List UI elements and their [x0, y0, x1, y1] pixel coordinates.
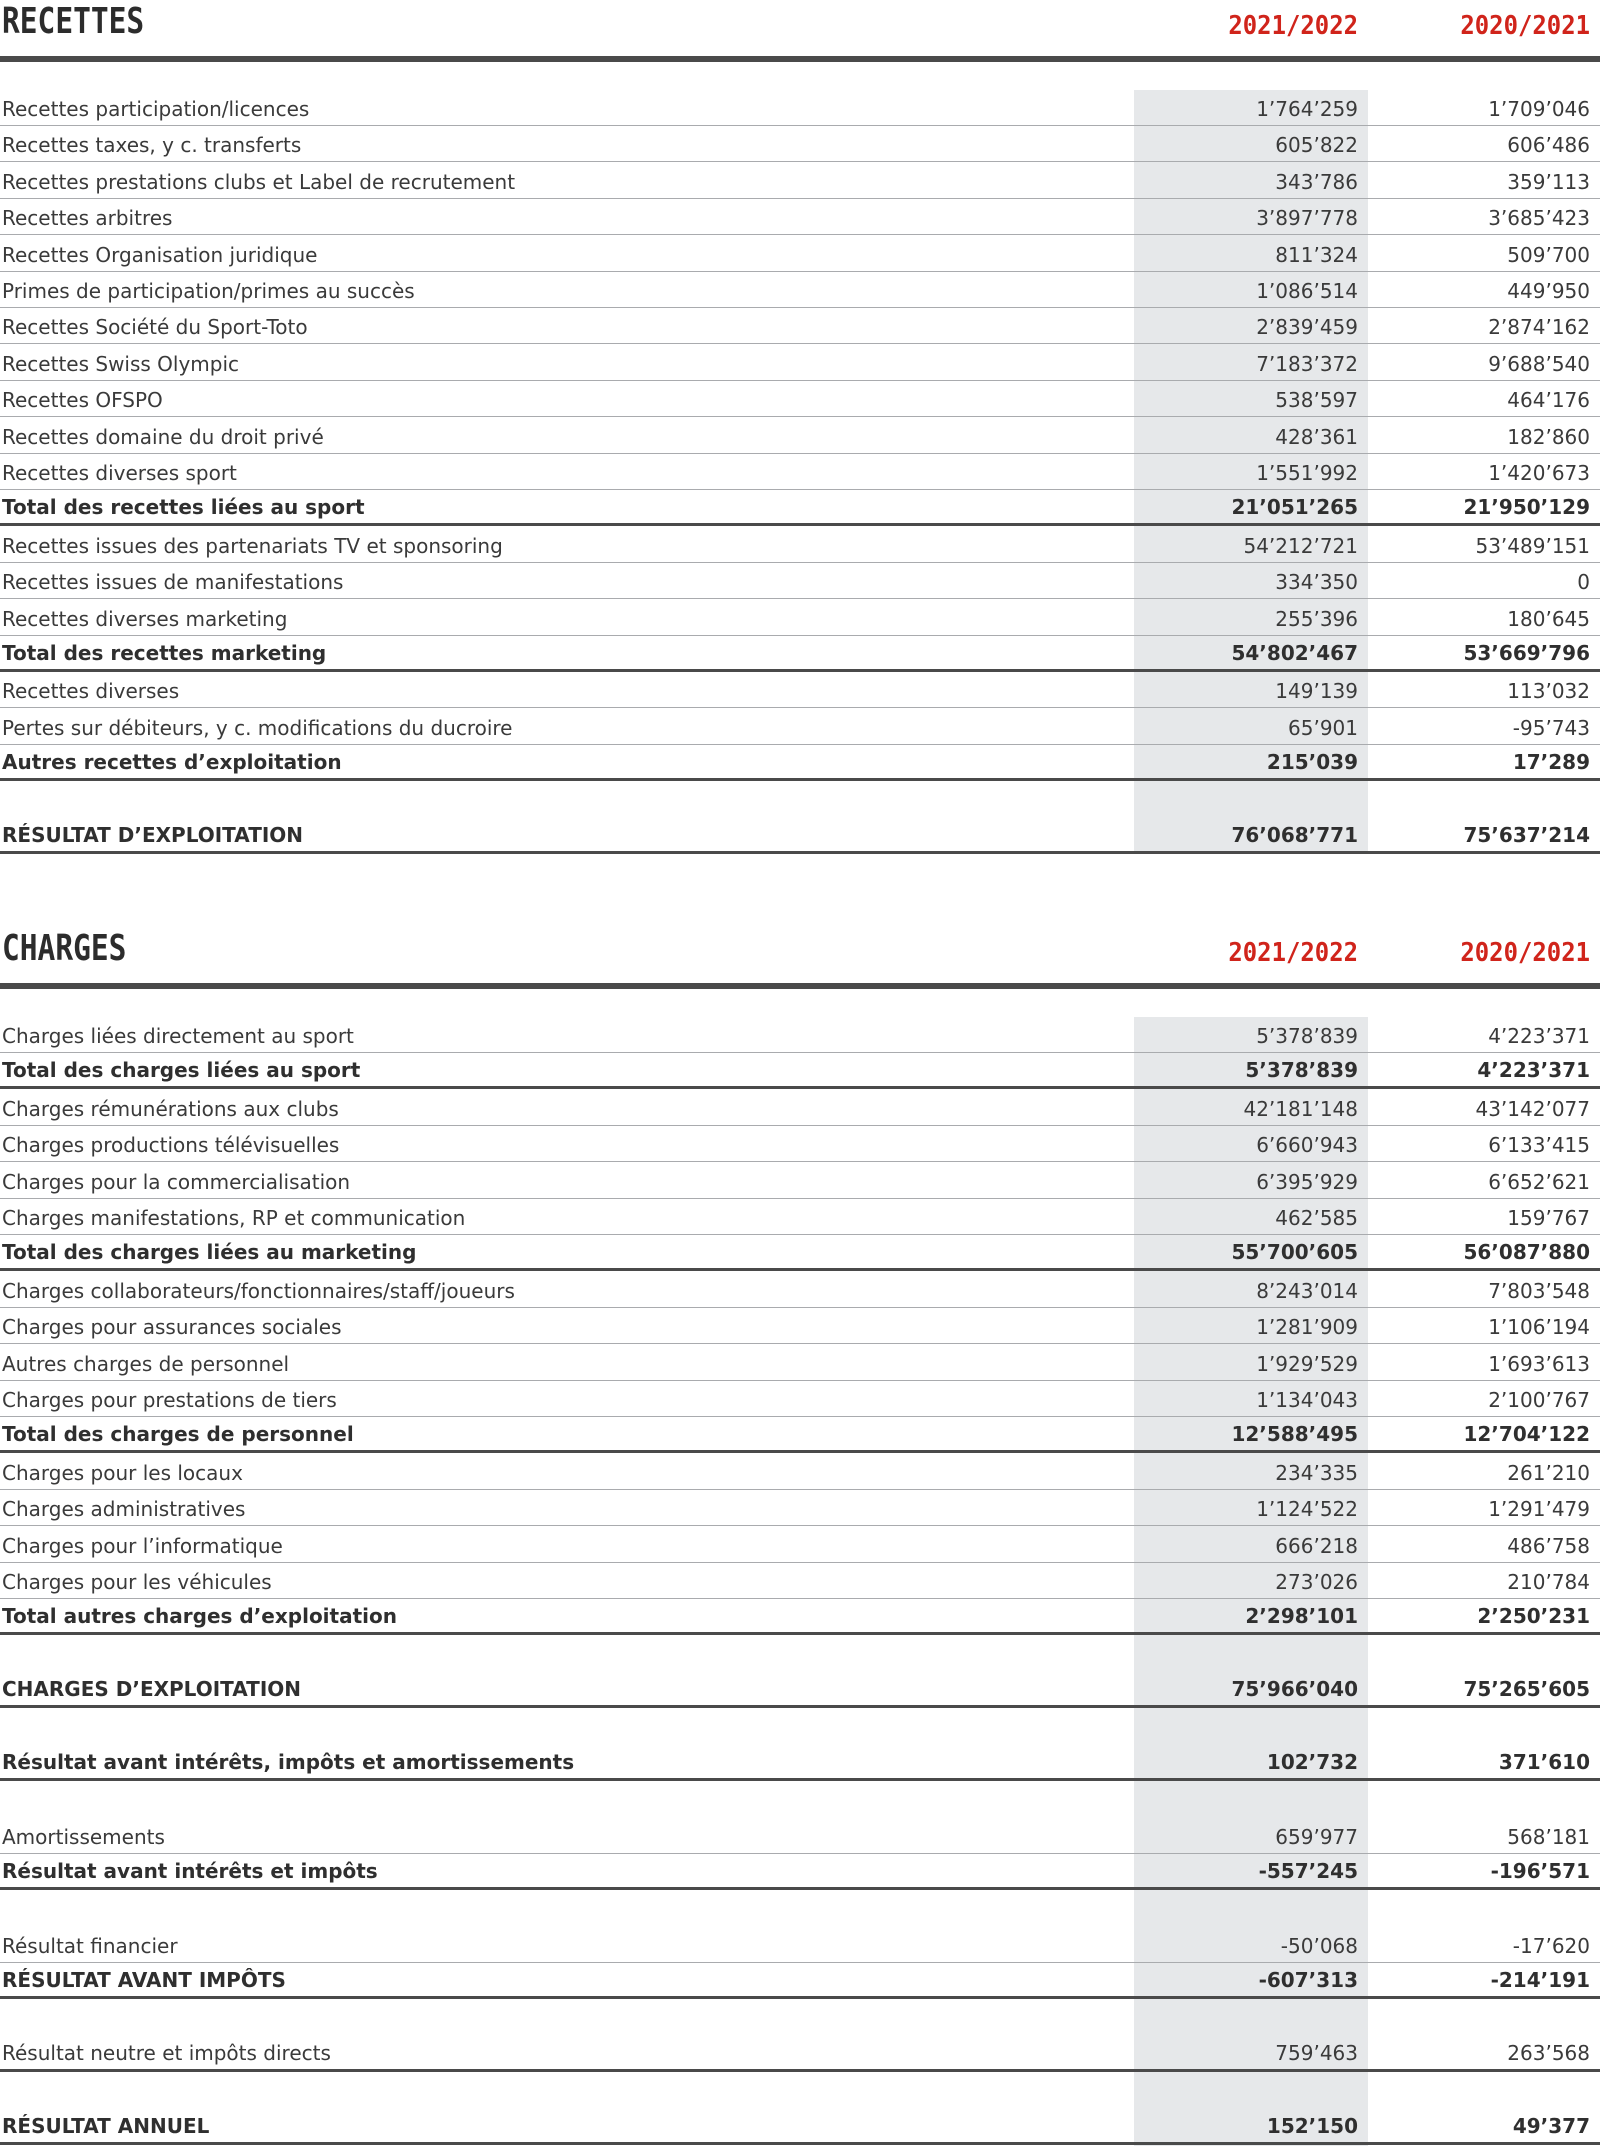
- table-row: [0, 272, 1600, 308]
- table-row: [0, 345, 1600, 381]
- value-current-year: 102’732: [1266, 1750, 1358, 1774]
- value-previous-year: 2’874’162: [1488, 315, 1590, 340]
- value-current-year: 75’966’040: [1231, 1677, 1358, 1702]
- value-current-year: 334’350: [1275, 570, 1358, 595]
- value-current-year: 255’396: [1275, 606, 1358, 631]
- row-label: Autres recettes d’exploitation: [2, 750, 342, 775]
- value-previous-year: 6’652’621: [1488, 1169, 1590, 1194]
- value-previous-year: 263’568: [1507, 2041, 1590, 2066]
- spacer-row: [0, 782, 1600, 818]
- row-label: Charges manifestations, RP et communication: [2, 1206, 466, 1230]
- value-current-year: 1’281’909: [1256, 1315, 1358, 1340]
- value-previous-year: 53’669’796: [1463, 641, 1590, 665]
- value-previous-year: 486’758: [1507, 1533, 1590, 1558]
- total-row: [0, 636, 1600, 672]
- recettes-title: RECETTES: [2, 1, 145, 42]
- row-label: RÉSULTAT AVANT IMPÔTS: [2, 1968, 286, 1993]
- total-row: [0, 818, 1600, 854]
- value-current-year: 54’802’467: [1231, 641, 1358, 665]
- value-previous-year: 509’700: [1507, 242, 1590, 267]
- value-current-year: 659’977: [1275, 1824, 1358, 1849]
- value-current-year: -607’313: [1258, 1968, 1358, 1993]
- value-previous-year: 53’489’151: [1475, 533, 1590, 558]
- value-previous-year: 75’265’605: [1463, 1677, 1590, 1702]
- value-previous-year: 464’176: [1507, 388, 1590, 413]
- value-previous-year: 1’420’673: [1488, 461, 1590, 485]
- row-label: Charges pour prestations de tiers: [2, 1388, 337, 1412]
- charges-section: [0, 927, 1600, 2138]
- value-current-year: 8’243’014: [1256, 1278, 1358, 1303]
- row-label: Charges pour les locaux: [2, 1460, 243, 1485]
- row-label: Recettes diverses marketing: [2, 606, 288, 631]
- value-previous-year: 9’688’540: [1488, 351, 1590, 376]
- value-previous-year: 1’693’613: [1488, 1351, 1590, 1376]
- total-row: [0, 1235, 1600, 1271]
- value-previous-year: 261’210: [1507, 1460, 1590, 1485]
- table-row: [0, 308, 1600, 344]
- table-row: [0, 1818, 1600, 1854]
- row-label: CHARGES D’EXPLOITATION: [2, 1677, 301, 1702]
- charges-header: [0, 927, 1600, 989]
- value-previous-year: 210’784: [1507, 1570, 1590, 1594]
- value-previous-year: 0: [1577, 570, 1590, 595]
- value-current-year: 215’039: [1266, 750, 1358, 775]
- table-row: [0, 1563, 1600, 1599]
- value-current-year: 3’897’778: [1256, 206, 1358, 231]
- table-row: [0, 1272, 1600, 1308]
- value-current-year: 2’298’101: [1245, 1604, 1358, 1629]
- row-label: RÉSULTAT ANNUEL: [2, 2114, 210, 2138]
- value-current-year: 152’150: [1266, 2114, 1358, 2138]
- total-row: [0, 1672, 1600, 1708]
- table-row: [0, 454, 1600, 490]
- value-current-year: -50’068: [1280, 1934, 1358, 1958]
- total-row: [0, 1417, 1600, 1453]
- value-previous-year: 7’803’548: [1488, 1278, 1590, 1303]
- table-row: [0, 1527, 1600, 1563]
- value-previous-year: 12’704’122: [1463, 1422, 1590, 1447]
- row-label: Total autres charges d’exploitation: [2, 1604, 397, 1629]
- value-current-year: 1’124’522: [1256, 1497, 1358, 1522]
- row-label: Charges pour la commercialisation: [2, 1169, 351, 1194]
- row-label: Résultat neutre et impôts directs: [2, 2041, 331, 2066]
- spacer-row: [0, 1781, 1600, 1817]
- value-current-year: 21’051’265: [1231, 495, 1358, 520]
- value-previous-year: 49’377: [1512, 2114, 1590, 2138]
- table-row: [0, 2036, 1600, 2072]
- value-current-year: 149’139: [1275, 679, 1358, 704]
- row-label: Recettes prestations clubs et Label de recrutement: [2, 169, 516, 194]
- value-current-year: 273’026: [1275, 1570, 1358, 1594]
- row-label: Recettes Swiss Olympic: [2, 351, 240, 376]
- value-previous-year: 568’181: [1507, 1824, 1590, 1849]
- row-label: Total des charges de personnel: [2, 1422, 354, 1447]
- total-row: [0, 745, 1600, 781]
- value-previous-year: 449’950: [1507, 279, 1590, 303]
- row-label: Charges pour l’informatique: [2, 1533, 283, 1558]
- row-label: Résultat financier: [2, 1934, 178, 1958]
- value-previous-year: 1’291’479: [1488, 1497, 1590, 1522]
- row-label: Résultat avant intérêts, impôts et amortissements: [2, 1750, 575, 1774]
- value-current-year: 76’068’771: [1231, 823, 1358, 847]
- value-current-year: 42’181’148: [1243, 1096, 1358, 1121]
- spacer-row: [0, 1709, 1600, 1745]
- row-label: Recettes OFSPO: [2, 388, 163, 413]
- table-row: [0, 1090, 1600, 1126]
- row-label: Recettes Organisation juridique: [2, 242, 318, 267]
- table-row: [0, 672, 1600, 708]
- value-current-year: 5’378’839: [1256, 1024, 1358, 1048]
- spacer-row: [0, 2073, 1600, 2109]
- value-previous-year: 3’685’423: [1488, 206, 1590, 231]
- row-label: Recettes issues de manifestations: [2, 570, 344, 595]
- row-label: Recettes participation/licences: [2, 97, 310, 121]
- table-row: [0, 1927, 1600, 1963]
- value-current-year: 55’700’605: [1231, 1240, 1358, 1265]
- value-previous-year: 2’250’231: [1477, 1604, 1590, 1629]
- value-previous-year: 21’950’129: [1463, 495, 1590, 520]
- value-current-year: 54’212’721: [1243, 533, 1358, 558]
- row-label: Charges liées directement au sport: [2, 1024, 354, 1048]
- value-previous-year: 17’289: [1512, 750, 1590, 775]
- table-row: [0, 600, 1600, 636]
- row-label: Recettes Société du Sport-Toto: [2, 315, 308, 340]
- value-previous-year: -95’743: [1512, 715, 1590, 740]
- row-label: Recettes taxes, y c. transferts: [2, 133, 302, 158]
- recettes-year-current: 2021/2022: [1228, 11, 1358, 41]
- table-row: [0, 90, 1600, 126]
- value-previous-year: 4’223’371: [1477, 1058, 1590, 1083]
- value-current-year: 65’901: [1288, 715, 1358, 740]
- total-row: [0, 1963, 1600, 1999]
- value-previous-year: 2’100’767: [1488, 1388, 1590, 1412]
- value-current-year: -557’245: [1258, 1859, 1358, 1884]
- recettes-year-previous: 2020/2021: [1460, 11, 1590, 41]
- value-current-year: 7’183’372: [1256, 351, 1358, 376]
- value-current-year: 1’929’529: [1256, 1351, 1358, 1376]
- row-label: Résultat avant intérêts et impôts: [2, 1859, 378, 1884]
- table-row: [0, 381, 1600, 417]
- value-current-year: 6’660’943: [1256, 1133, 1358, 1158]
- total-row: [0, 2109, 1600, 2145]
- value-current-year: 1’086’514: [1256, 279, 1358, 303]
- table-row: [0, 1381, 1600, 1417]
- row-label: Charges rémunérations aux clubs: [2, 1096, 339, 1121]
- row-label: Autres charges de personnel: [2, 1351, 290, 1376]
- table-row: [0, 1163, 1600, 1199]
- row-label: Total des charges liées au sport: [2, 1058, 361, 1083]
- value-previous-year: 75’637’214: [1463, 823, 1590, 847]
- table-row: [0, 163, 1600, 199]
- value-previous-year: 606’486: [1507, 133, 1590, 158]
- spacer-row: [0, 1636, 1600, 1672]
- value-previous-year: 359’113: [1507, 169, 1590, 194]
- spacer-row: [0, 1891, 1600, 1927]
- recettes-section: [0, 0, 1600, 847]
- total-row: [0, 1053, 1600, 1089]
- table-row: [0, 563, 1600, 599]
- value-current-year: 1’134’043: [1256, 1388, 1358, 1412]
- row-label: Recettes issues des partenariats TV et sponsoring: [2, 533, 503, 558]
- row-label: Charges pour assurances sociales: [2, 1315, 342, 1340]
- recettes-header: [0, 0, 1600, 62]
- table-row: [0, 1308, 1600, 1344]
- row-label: Pertes sur débiteurs, y c. modifications du ducroire: [2, 715, 513, 740]
- value-previous-year: -17’620: [1512, 1934, 1590, 1958]
- row-label: Total des recettes liées au sport: [2, 495, 365, 520]
- row-label: Charges productions télévisuelles: [2, 1133, 340, 1158]
- value-current-year: 343’786: [1275, 169, 1358, 194]
- value-previous-year: -214’191: [1490, 1968, 1590, 1993]
- row-label: Recettes diverses sport: [2, 461, 237, 485]
- charges-title: CHARGES: [2, 928, 127, 969]
- row-label: Charges administratives: [2, 1497, 246, 1522]
- row-label: Total des recettes marketing: [2, 641, 327, 665]
- table-row: [0, 527, 1600, 563]
- value-previous-year: 56’087’880: [1463, 1240, 1590, 1265]
- table-row: [0, 1017, 1600, 1053]
- total-row: [0, 1745, 1600, 1781]
- value-current-year: 462’585: [1275, 1206, 1358, 1230]
- value-current-year: 1’551’992: [1256, 461, 1358, 485]
- value-previous-year: 182’860: [1507, 424, 1590, 449]
- total-row: [0, 1854, 1600, 1890]
- row-label: RÉSULTAT D’EXPLOITATION: [2, 823, 304, 847]
- charges-year-previous: 2020/2021: [1460, 938, 1590, 968]
- value-current-year: 666’218: [1275, 1533, 1358, 1558]
- table-row: [0, 709, 1600, 745]
- total-row: [0, 490, 1600, 526]
- row-label: Primes de participation/primes au succès: [2, 279, 415, 303]
- table-row: [0, 418, 1600, 454]
- value-current-year: 12’588’495: [1231, 1422, 1358, 1447]
- table-row: [0, 126, 1600, 162]
- row-label: Recettes domaine du droit privé: [2, 424, 324, 449]
- value-previous-year: 1’106’194: [1488, 1315, 1590, 1340]
- table-row: [0, 236, 1600, 272]
- value-previous-year: 6’133’415: [1488, 1133, 1590, 1158]
- row-label: Total des charges liées au marketing: [2, 1240, 417, 1265]
- value-current-year: 234’335: [1275, 1460, 1358, 1485]
- value-current-year: 428’361: [1275, 424, 1358, 449]
- value-current-year: 605’822: [1275, 133, 1358, 158]
- row-label: Amortissements: [2, 1824, 165, 1849]
- value-current-year: 811’324: [1275, 242, 1358, 267]
- value-current-year: 759’463: [1275, 2041, 1358, 2066]
- row-label: Recettes arbitres: [2, 206, 173, 231]
- value-previous-year: 1’709’046: [1488, 97, 1590, 121]
- value-previous-year: 113’032: [1507, 679, 1590, 704]
- charges-year-current: 2021/2022: [1228, 938, 1358, 968]
- table-row: [0, 1199, 1600, 1235]
- value-current-year: 1’764’259: [1256, 97, 1358, 121]
- value-current-year: 5’378’839: [1245, 1058, 1358, 1083]
- value-previous-year: -196’571: [1490, 1859, 1590, 1884]
- table-row: [0, 1345, 1600, 1381]
- table-row: [0, 1126, 1600, 1162]
- value-previous-year: 159’767: [1507, 1206, 1590, 1230]
- table-row: [0, 1490, 1600, 1526]
- spacer-row: [0, 2000, 1600, 2036]
- table-row: [0, 1454, 1600, 1490]
- row-label: Charges collaborateurs/fonctionnaires/staff/joueurs: [2, 1278, 515, 1303]
- value-current-year: 2’839’459: [1256, 315, 1358, 340]
- value-current-year: 6’395’929: [1256, 1169, 1358, 1194]
- total-row: [0, 1599, 1600, 1635]
- value-previous-year: 180’645: [1507, 606, 1590, 631]
- value-previous-year: 43’142’077: [1475, 1096, 1590, 1121]
- row-label: Charges pour les véhicules: [2, 1570, 272, 1594]
- value-previous-year: 4’223’371: [1488, 1024, 1590, 1048]
- table-row: [0, 199, 1600, 235]
- value-previous-year: 371’610: [1498, 1750, 1590, 1774]
- value-current-year: 538’597: [1275, 388, 1358, 413]
- row-label: Recettes diverses: [2, 679, 180, 704]
